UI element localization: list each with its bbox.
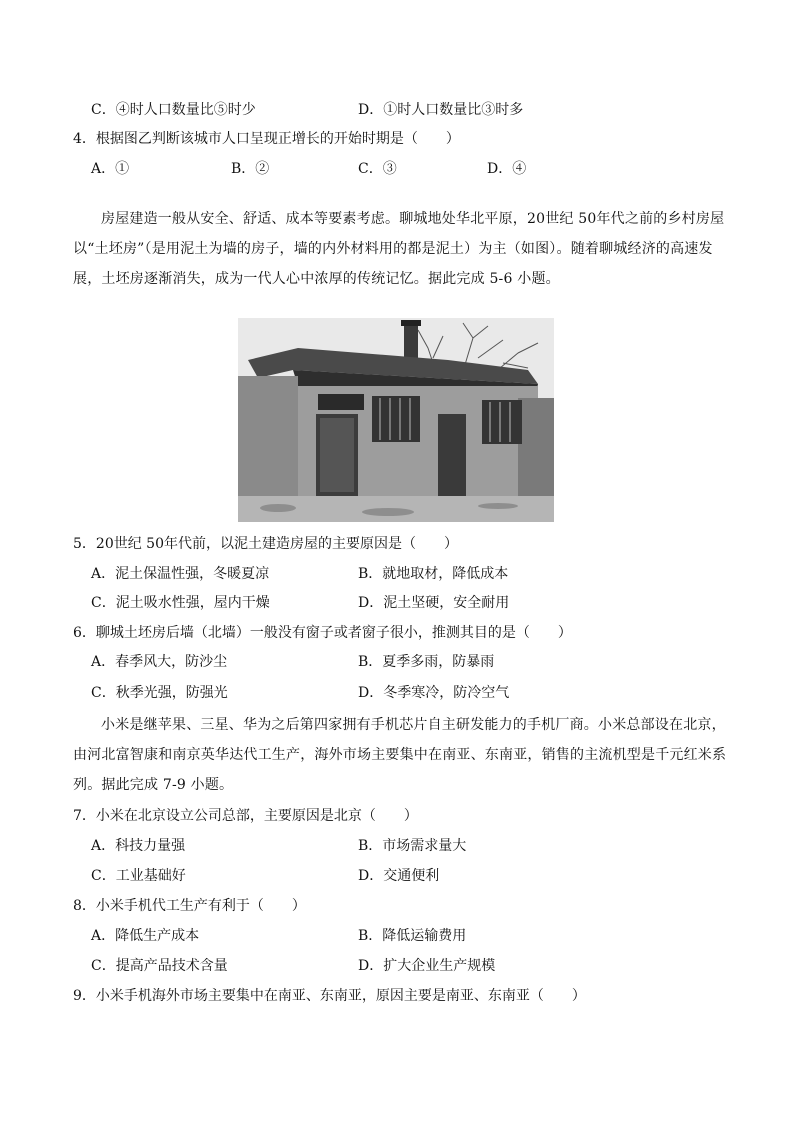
q7-option-d: D．交通便利 — [358, 868, 440, 884]
q5-option-a: A．泥土保温性强，冬暖夏凉 — [91, 566, 270, 582]
q7-option-b: B．市场需求量大 — [358, 838, 467, 854]
q8-option-d: D．扩大企业生产规模 — [358, 958, 496, 974]
passage-adobe-house: 房屋建造一般从安全、舒适、成本等要素考虑。聊城地处华北平原，20世纪 50年代之前的乡村房屋以“土坯房”（是用泥土为墙的房子，墙的内外材料用的都是泥土）为主（如图）。随着聊城经济的高速发展，土坯房逐渐消失，成为一代人心中浓厚的传统记忆。据此完成 5-6 小题。 — [73, 211, 725, 287]
q8-option-c: C．提高产品技术含量 — [91, 958, 228, 974]
q4-stem: 4．根据图乙判断该城市人口呈现正增长的开始时期是（ ） — [73, 131, 460, 147]
q5-option-d: D．泥土坚硬，安全耐用 — [358, 595, 510, 611]
q8-option-b: B．降低运输费用 — [358, 928, 467, 944]
q7-option-c: C．工业基础好 — [91, 868, 186, 884]
adobe-house-photo — [238, 318, 554, 522]
q5-option-b: B．就地取材，降低成本 — [358, 566, 509, 582]
q7-option-a: A．科技力量强 — [91, 838, 186, 854]
q6-option-a: A．春季风大，防沙尘 — [91, 654, 228, 670]
q5-stem: 5．20世纪 50年代前，以泥土建造房屋的主要原因是（ ） — [73, 536, 458, 552]
q4-option-c: C．③ — [358, 161, 397, 177]
q4-option-b: B．② — [231, 161, 270, 177]
q8-stem: 8．小米手机代工生产有利于（ ） — [73, 898, 306, 914]
q8-option-a: A．降低生产成本 — [91, 928, 200, 944]
passage-xiaomi: 小米是继苹果、三星、华为之后第四家拥有手机芯片自主研发能力的手机厂商。小米总部设在北京，由河北富智康和南京英华达代工生产，海外市场主要集中在南亚、东南亚，销售的主流机型是千元红米系列。据此完成 7-9 小题。 — [73, 717, 727, 793]
q4-option-a: A．① — [91, 161, 130, 177]
q5-option-c: C．泥土吸水性强，屋内干燥 — [91, 595, 270, 611]
q3-option-c: C．④时人口数量比⑤时少 — [91, 102, 256, 118]
q6-option-b: B．夏季多雨，防暴雨 — [358, 654, 495, 670]
q9-stem: 9．小米手机海外市场主要集中在南亚、东南亚，原因主要是南亚、东南亚（ ） — [73, 988, 586, 1004]
q6-stem: 6．聊城土坯房后墙（北墙）一般没有窗子或者窗子很小，推测其目的是（ ） — [73, 625, 572, 641]
q7-stem: 7．小米在北京设立公司总部，主要原因是北京（ ） — [73, 808, 418, 824]
q6-option-d: D．冬季寒冷，防冷空气 — [358, 685, 510, 701]
q4-option-d: D．④ — [487, 161, 527, 177]
q3-option-d: D．①时人口数量比③时多 — [358, 102, 524, 118]
q6-option-c: C．秋季光强，防强光 — [91, 685, 228, 701]
